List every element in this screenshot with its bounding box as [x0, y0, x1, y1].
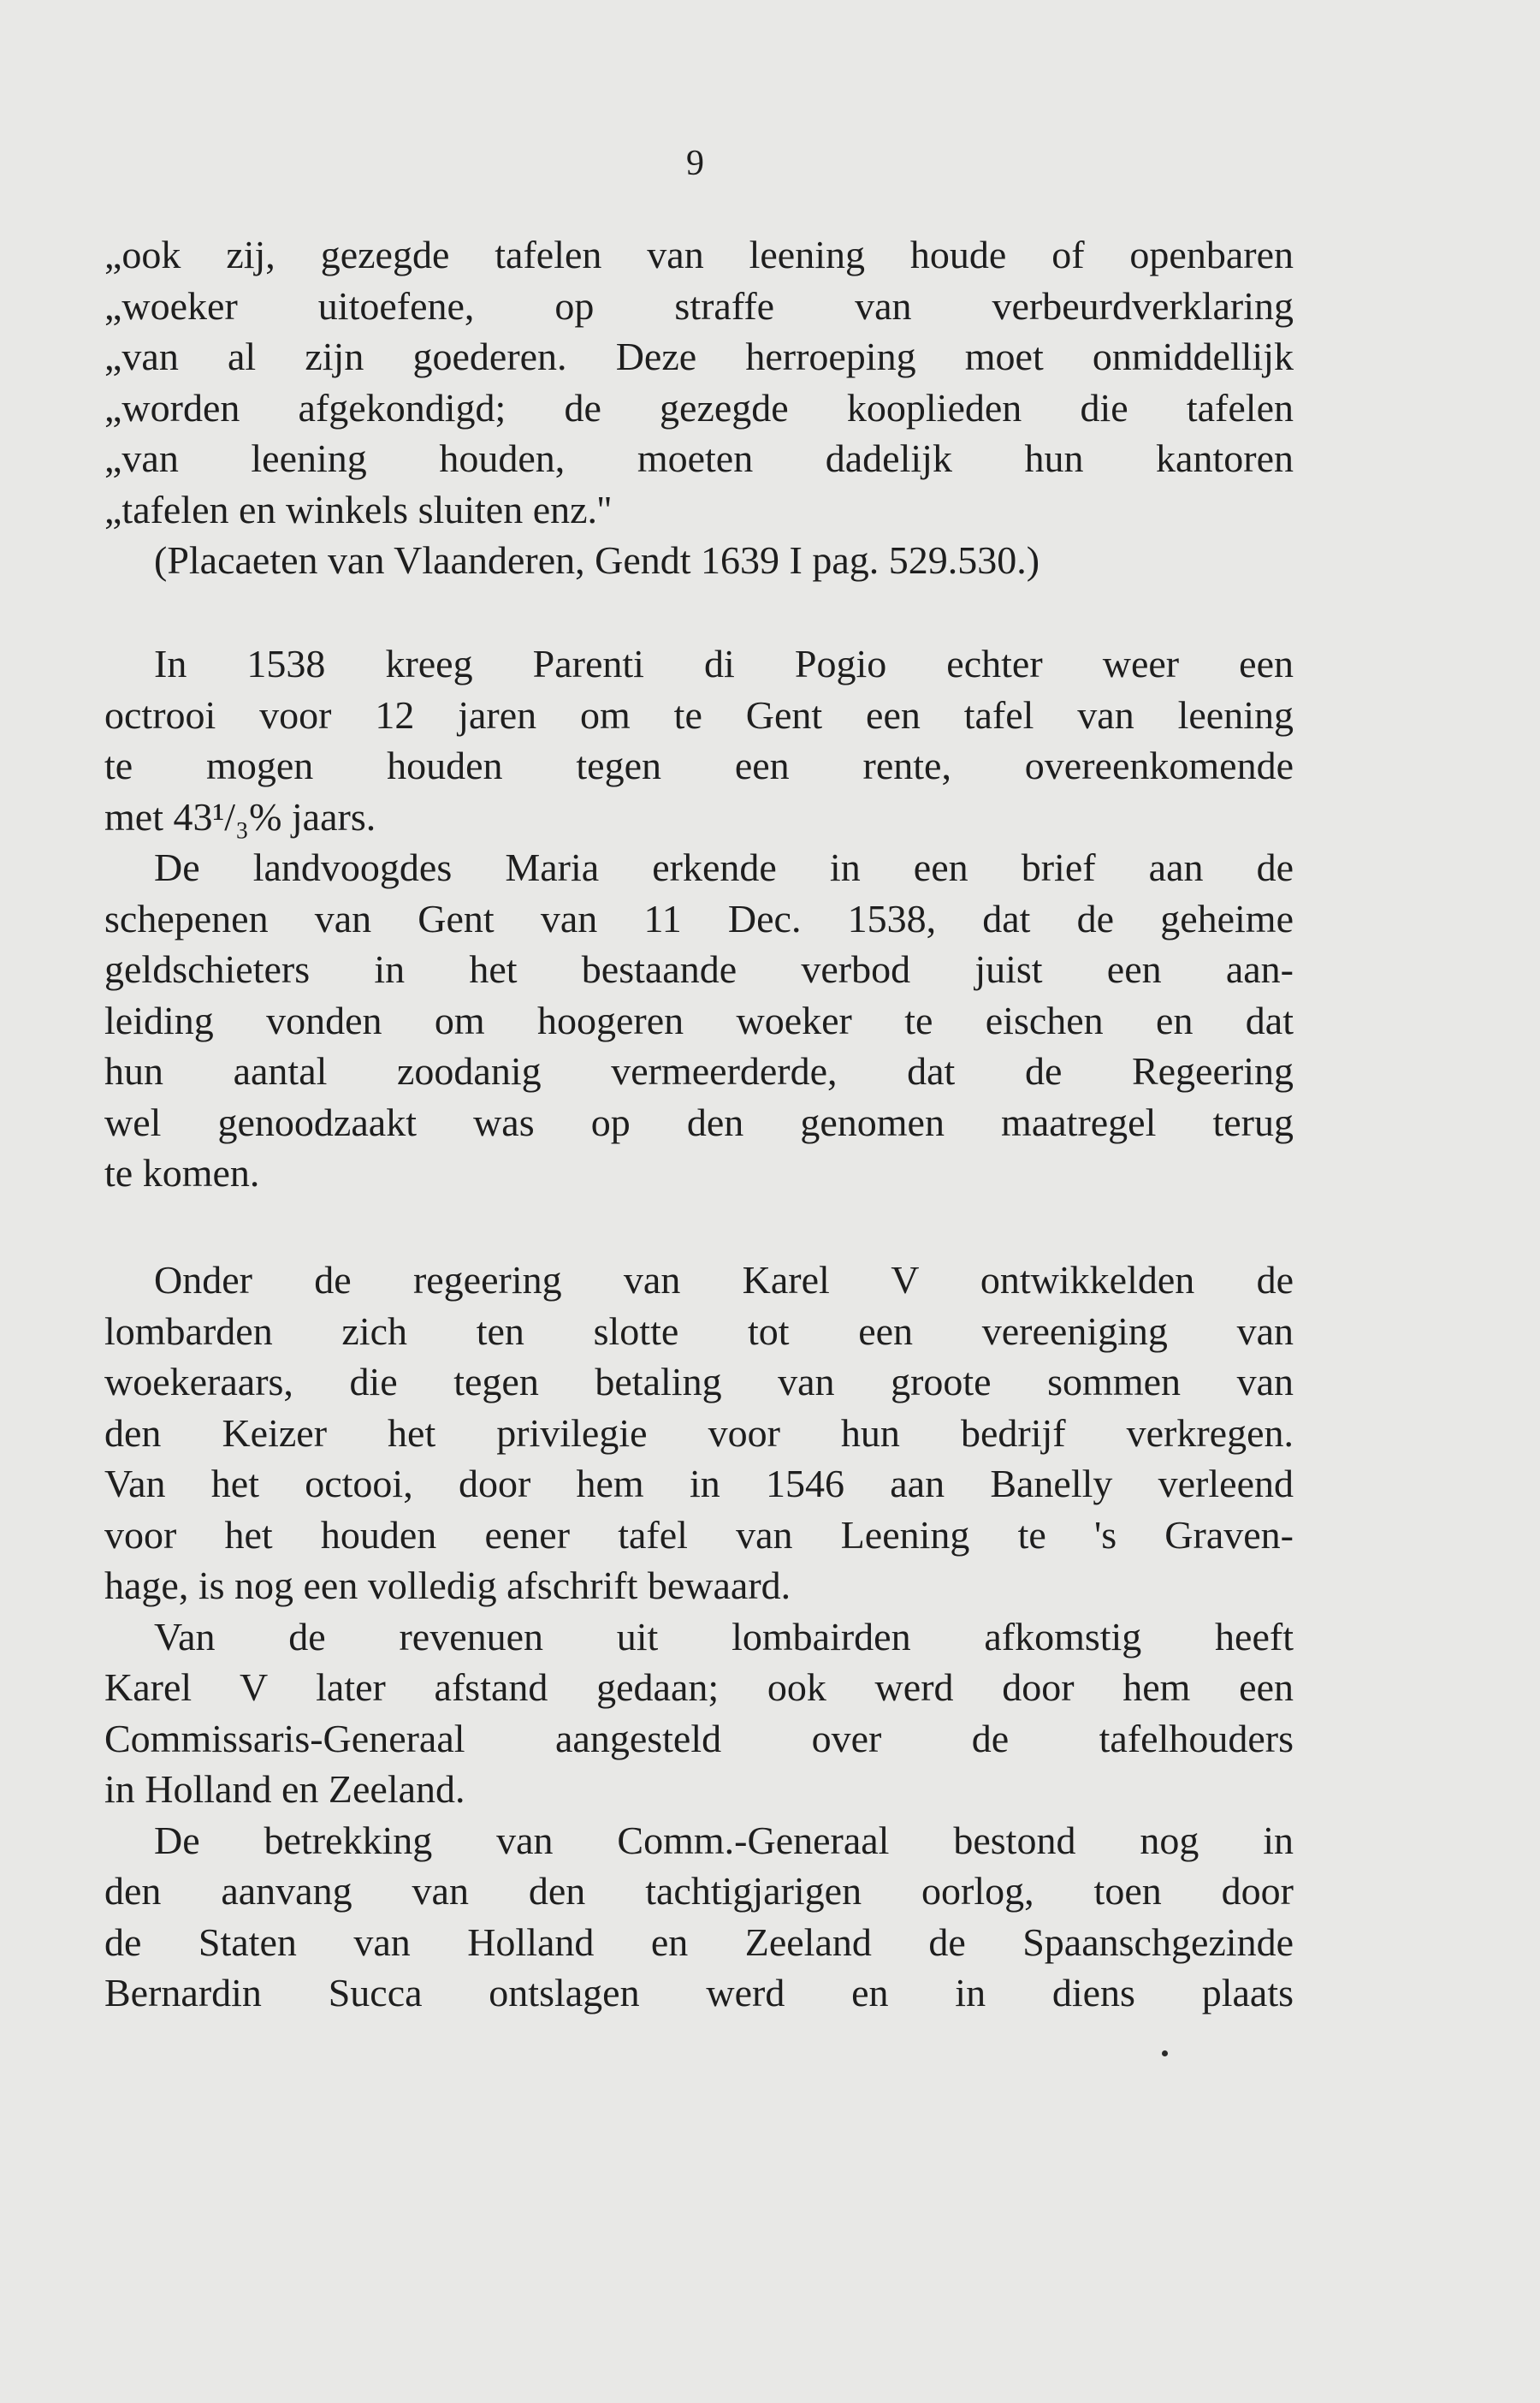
page-number: 9: [686, 144, 704, 183]
paragraph-line: hun aantal zoodanig vermeerderde, dat de Regeering: [104, 1049, 1294, 1093]
paragraph-line: Onder de regeering van Karel V ontwikkelden de: [154, 1258, 1294, 1302]
paragraph-line: Commissaris-Generaal aangesteld over de tafelhouders: [104, 1716, 1294, 1760]
paragraph-line: In 1538 kreeg Parenti di Pogio echter weer een: [154, 642, 1294, 685]
quote-block: [104, 229, 1294, 586]
paragraph-line: octrooi voor 12 jaren om te Gent een tafel van leening: [104, 692, 1294, 737]
quote-line: „tafelen en winkels sluiten enz.'': [104, 487, 612, 531]
paragraph-line: te mogen houden tegen een rente, overeenkomende: [104, 744, 1294, 787]
quote-line: „van al zijn goederen. Deze herroeping moet onmiddellijk: [104, 335, 1294, 378]
paragraph-line: voor het houden eener tafel van Leening te 's Graven-: [104, 1512, 1294, 1557]
paragraph-line: wel genoodzaakt was op den genomen maatregel terug: [104, 1100, 1294, 1144]
paragraph-line: met 43¹/₃% jaars.: [104, 794, 376, 839]
ink-speck: [1162, 2050, 1168, 2056]
paragraph-line: den Keizer het privilegie voor hun bedrijf verkregen.: [104, 1410, 1294, 1455]
quote-line: „worden afgekondigd; de gezegde kooplieden die tafelen: [104, 385, 1294, 430]
paragraph-line: schepenen van Gent van 11 Dec. 1538, dat de geheime: [104, 896, 1294, 940]
quote-line: „woeker uitoefene, op straffe van verbeurdverklaring: [104, 283, 1294, 328]
paragraph-line: De landvoogdes Maria erkende in een brief aan de: [154, 846, 1294, 889]
paragraph-line: hage, is nog een volledig afschrift bewaard.: [104, 1563, 791, 1607]
paragraph-line: Van de revenuen uit lombairden afkomstig heeft: [154, 1614, 1294, 1658]
paragraph-line: geldschieters in het bestaande verbod juist een aan-: [104, 947, 1294, 991]
paragraph-line: den aanvang van den tachtigjarigen oorlog, toen door: [104, 1869, 1294, 1913]
paragraph-line: te komen.: [104, 1151, 260, 1195]
paragraph-line: in Holland en Zeeland.: [104, 1767, 465, 1811]
quote-line: „van leening houden, moeten dadelijk hun kantoren: [104, 436, 1294, 480]
paragraph-line: Bernardin Succa ontslagen werd en in diens plaats: [104, 1971, 1294, 2014]
quote-line: „ook zij, gezegde tafelen van leening houde of openbaren: [104, 233, 1294, 276]
paragraph-line: woekeraars, die tegen betaling van groote sommen van: [104, 1360, 1294, 1403]
paragraph-line: Karel V later afstand gedaan; ook werd door hem een: [104, 1665, 1294, 1709]
paragraph-line: Van het octooi, door hem in 1546 aan Banelly verleend: [104, 1462, 1294, 1505]
section-1: [104, 638, 1294, 1199]
paragraph-line: lombarden zich ten slotte tot een vereeniging van: [104, 1308, 1294, 1353]
citation: (Placaeten van Vlaanderen, Gendt 1639 I pag. 529.530.): [154, 538, 1040, 582]
paragraph-line: leiding vonden om hoogeren woeker te eischen en dat: [104, 998, 1294, 1042]
section-2: [104, 1255, 1294, 2019]
paragraph-line: de Staten van Holland en Zeeland de Spaanschgezinde: [104, 1919, 1294, 1964]
paragraph-line: De betrekking van Comm.-Generaal bestond nog in: [154, 1818, 1294, 1862]
